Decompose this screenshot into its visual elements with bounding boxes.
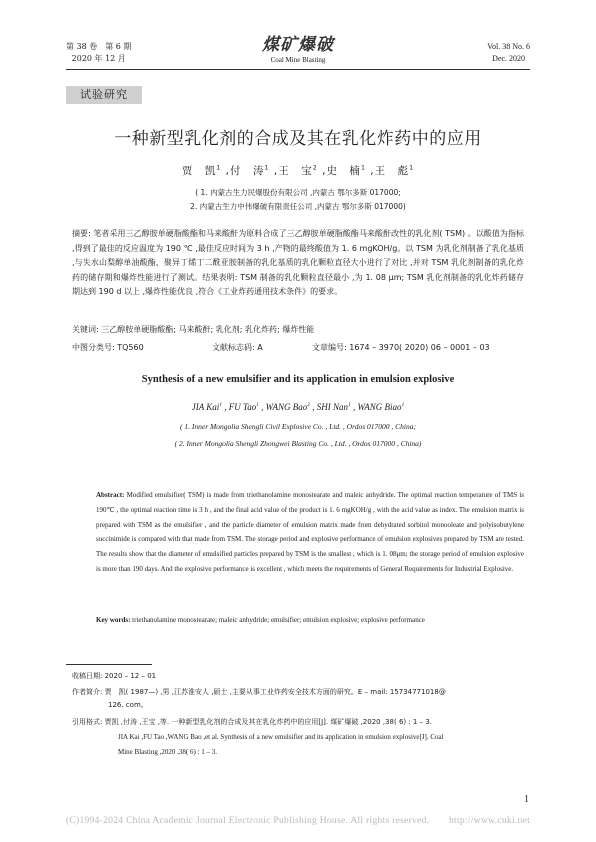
author-en: SHI Nan$^1$ <box>316 402 351 412</box>
document-code: 文献标志码: A <box>212 343 263 352</box>
footnote-citation: 引用格式: 贾凯 ,付涛 ,王宝 ,等. 一种新型乳化剂的合成及其在乳化炸药中的应用[J]. 煤矿爆破 ,2020 ,38( 6) : 1 – 3. <box>72 718 433 726</box>
abstract-en <box>96 488 524 577</box>
affiliation-en: ( 1. Inner Mongolia Shengli Civil Explosive Co. , Ltd. , Ordos 017000 , China; <box>180 422 416 431</box>
keywords-en-label: Key words: <box>96 616 131 624</box>
footnote-citation-en-cont: Mine Blasting ,2020 ,38( 6) : 1 – 3. <box>118 748 217 756</box>
author-cn: 史 楠$^1$ <box>326 164 366 177</box>
header-rule <box>66 69 530 70</box>
header-date: 2020 年 12 月 <box>71 54 126 63</box>
author-cn: 贾 凯$^1$ <box>181 164 222 177</box>
article-title-en: Synthesis of a new emulsifier and its application in emulsion explosive <box>141 374 455 385</box>
keywords-cn: 关键词: 三乙醇胺单硬脂酸酯; 马来酸酐; 乳化剂; 乳化炸药; 爆炸性能 <box>72 325 315 334</box>
keywords-en <box>96 616 524 624</box>
footnote-author-bio: 作者简介: 贾 凯( 1987—) ,男 ,江苏淮安人 ,硕士 ,主要从事工业炸药安全技术方面的研究。E – mail: 15734771018@ <box>72 688 446 696</box>
section-tag: 试验研究 <box>66 86 142 104</box>
footnote-author-bio-cont: 126. com。 <box>108 701 148 709</box>
footnote-rule <box>66 664 152 665</box>
clc-number: 中图分类号: TQ560 <box>72 343 144 352</box>
author-cn: 付 涛$^1$ <box>230 164 270 177</box>
header-date-en: Dec. 2020 <box>492 54 526 63</box>
footnote-received: 收稿日期: 2020 – 12 – 01 <box>72 672 157 680</box>
author-en: JIA Kai$^1$ <box>191 402 223 412</box>
header-volume: 第 38 卷 第 6 期 <box>66 42 132 51</box>
header-issue-info <box>66 41 131 65</box>
header-volume-en: Vol. 38 No. 6 <box>487 42 530 51</box>
authors-cn: 贾 凯$^1$ ,付 涛$^1$ ,王 宝$^2$ ,史 楠$^1$ ,王 彪$^1$ <box>181 164 415 177</box>
journal-masthead <box>248 30 348 64</box>
affiliation-cn: 2. 内蒙古生力中伟爆破有限责任公司 ,内蒙古 鄂尔多斯 017000) <box>190 202 406 211</box>
author-cn: 王 彪$^1$ <box>374 164 415 177</box>
footnote-citation-en: JIA Kai ,FU Tao ,WANG Bao ,et al. Synthesis of a new emulsifier and its application in emulsion explosive[J]. Coal <box>118 733 444 741</box>
author-en: WANG Bao$^2$ <box>265 402 310 412</box>
author-en: WANG Biao$^1$ <box>357 402 405 412</box>
journal-logo-en: Coal Mine Blasting <box>270 56 326 64</box>
copyright-watermark: (C)1994-2024 China Academic Journal Electronic Publishing House. All rights reserved. http://www.cnki.net <box>65 816 531 826</box>
abstract-en-label: Abstract: <box>96 491 125 499</box>
article-title-cn: 一种新型乳化剂的合成及其在乳化炸药中的应用 <box>114 129 482 149</box>
article-number: 文章编号: 1674 – 3970( 2020) 06 – 0001 – 03 <box>312 343 490 352</box>
authors-en: JIA Kai$^1$ , FU Tao$^1$ , WANG Bao$^2$ , SHI Nan$^1$ , WANG Biao$^1$ <box>191 402 405 412</box>
author-cn: 王 宝$^2$ <box>278 164 318 177</box>
abstract-cn: 摘要: 笔者采用三乙醇胺单硬脂酸酯和马来酸酐为原料合成了三乙醇胺单硬脂酸酯马来酸酐改性的乳化剂( TSM) 。以酸值为指标 ,得到了最佳的反应温度为 190 ℃ ,最佳反应时间为 3 h ,产物的最终酸值为 1. 6 mgKOH/g。以 TSM 为乳化剂制备了乳化基质 ,与失水山梨醇单油酸酯、聚异丁烯丁二酰亚胺制备的乳化基质的乳化颗粒直径大小进行了对比 ,并对 TSM 乳化剂制备的乳化炸药的储存期和爆炸性能进行了测试。结果表明: TSM 制备的乳化颗粒直径最小 ,为 1. 08 μm; TSM 乳化剂制备的乳化炸药储存期达到 190 d 以上 ,爆炸性能优良 ,符合《工业炸药通用技术条件》的要求。 <box>72 229 524 297</box>
author-en: FU Tao$^1$ <box>228 402 259 412</box>
affiliation-cn: ( 1. 内蒙古生力民爆股份有限公司 ,内蒙古 鄂尔多斯 017000; <box>195 188 401 197</box>
affiliation-en: ( 2. Inner Mongolia Shengli Zhongwei Blasting Co. , Ltd. , Ordos 017000 , China) <box>174 439 422 448</box>
abstract-en-text: Modified emulsifier( TSM) is made from triethanolamine monostearate and maleic anhydride. The optimal reaction temperature of TMS is 190℃ , the optimal reaction time is 3 h , and the final acid value of the product is 1. 6 mgKOH/g , with the acid value as index. The emulsion matrix is prepared with TSM as the emulsifier , and the particle diameter of emulsion matrix made from dehydrated sorbitol monooleate and polyisobutylene succinimide is compared with that made from TSM. The storage period and explosive performance of emulsion explosives prepared by TSM are tested. The results show that the diameter of emulsified particles prepared by TSM is the smallest , which is 1. 08μm; the storage period of emulsion explosive is more than 190 days. And the explosive performance is excellent , which meets the requirements of General Requirements for Industrial Explosive. <box>96 491 524 573</box>
keywords-en-text: triethanolamine monostearate; maleic anhydride; emulsifier; emulsion explosive; explosive performance <box>130 616 425 624</box>
journal-logo-cn: 煤矿爆破 <box>262 35 334 55</box>
header-issue-info-en <box>487 41 530 65</box>
page-number: 1 <box>524 794 529 805</box>
